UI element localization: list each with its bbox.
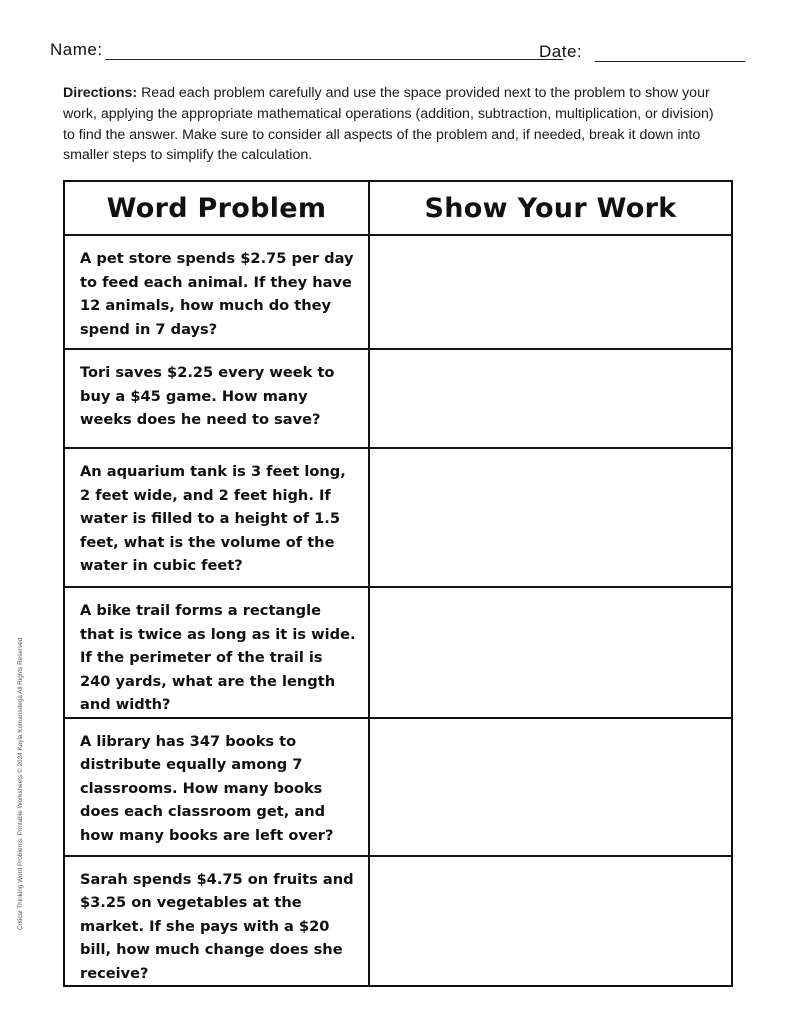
header-row <box>50 38 745 66</box>
problem-cell <box>64 856 369 987</box>
directions-text: Read each problem carefully and use the space provided next to the problem to show your work, applying the appropriate mathematical operations (addition, subtraction, multiplication, or division) to find the answer. Make sure to consider all aspects of the problem and, if needed, break it down into smaller steps to simplify the calculation. <box>63 85 714 164</box>
problem-cell <box>64 448 369 587</box>
work-area[interactable] <box>369 856 732 987</box>
table-row <box>64 448 732 587</box>
work-area[interactable] <box>369 587 732 718</box>
date-line[interactable] <box>595 61 745 62</box>
problem-text: A pet store spends $2.75 per day to feed each animal. If they have 12 animals, how much do they spend in 7 days? <box>80 250 354 338</box>
problem-cell <box>64 587 369 718</box>
copyright-notice: Critical Thinking Word Problems: Printable Worksheets © 2024 Kayla Komarisdega All Rights Reserved <box>17 637 24 930</box>
directions <box>63 83 728 166</box>
table-row <box>64 349 732 448</box>
work-area[interactable] <box>369 448 732 587</box>
header-word-problem: Word Problem <box>64 181 369 235</box>
header-show-your-work: Show Your Work <box>369 181 732 235</box>
problem-cell <box>64 349 369 448</box>
worksheet-table <box>63 180 733 987</box>
problem-cell <box>64 235 369 349</box>
problem-text: A library has 347 books to distribute equally among 7 classrooms. How many books does each classroom get, and how many books are left over? <box>80 732 334 844</box>
table-row <box>64 718 732 856</box>
work-area[interactable] <box>369 235 732 349</box>
table-row <box>64 856 732 987</box>
problem-text: An aquarium tank is 3 feet long, 2 feet wide, and 2 feet high. If water is filled to a height of 1.5 feet, what is the volume of the water in cubic feet? <box>80 463 346 574</box>
problem-text: A bike trail forms a rectangle that is twice as long as it is wide. If the perimeter of the trail is 240 yards, what are the length and width? <box>80 602 356 713</box>
directions-label: Directions: <box>63 85 138 101</box>
name-label: Name: <box>50 40 103 59</box>
name-line[interactable] <box>105 59 563 60</box>
table-row <box>64 587 732 718</box>
problem-text: Sarah spends $4.75 on fruits and $3.25 on vegetables at the market. If she pays with a $20 bill, how much change does she receive? <box>80 870 354 982</box>
problem-cell <box>64 718 369 856</box>
table-row <box>64 235 732 349</box>
table-header-row <box>64 181 732 235</box>
problem-text: Tori saves $2.25 every week to buy a $45 game. How many weeks does he need to save? <box>80 364 335 428</box>
work-area[interactable] <box>369 349 732 448</box>
work-area[interactable] <box>369 718 732 856</box>
date-label: Date: <box>539 42 583 61</box>
